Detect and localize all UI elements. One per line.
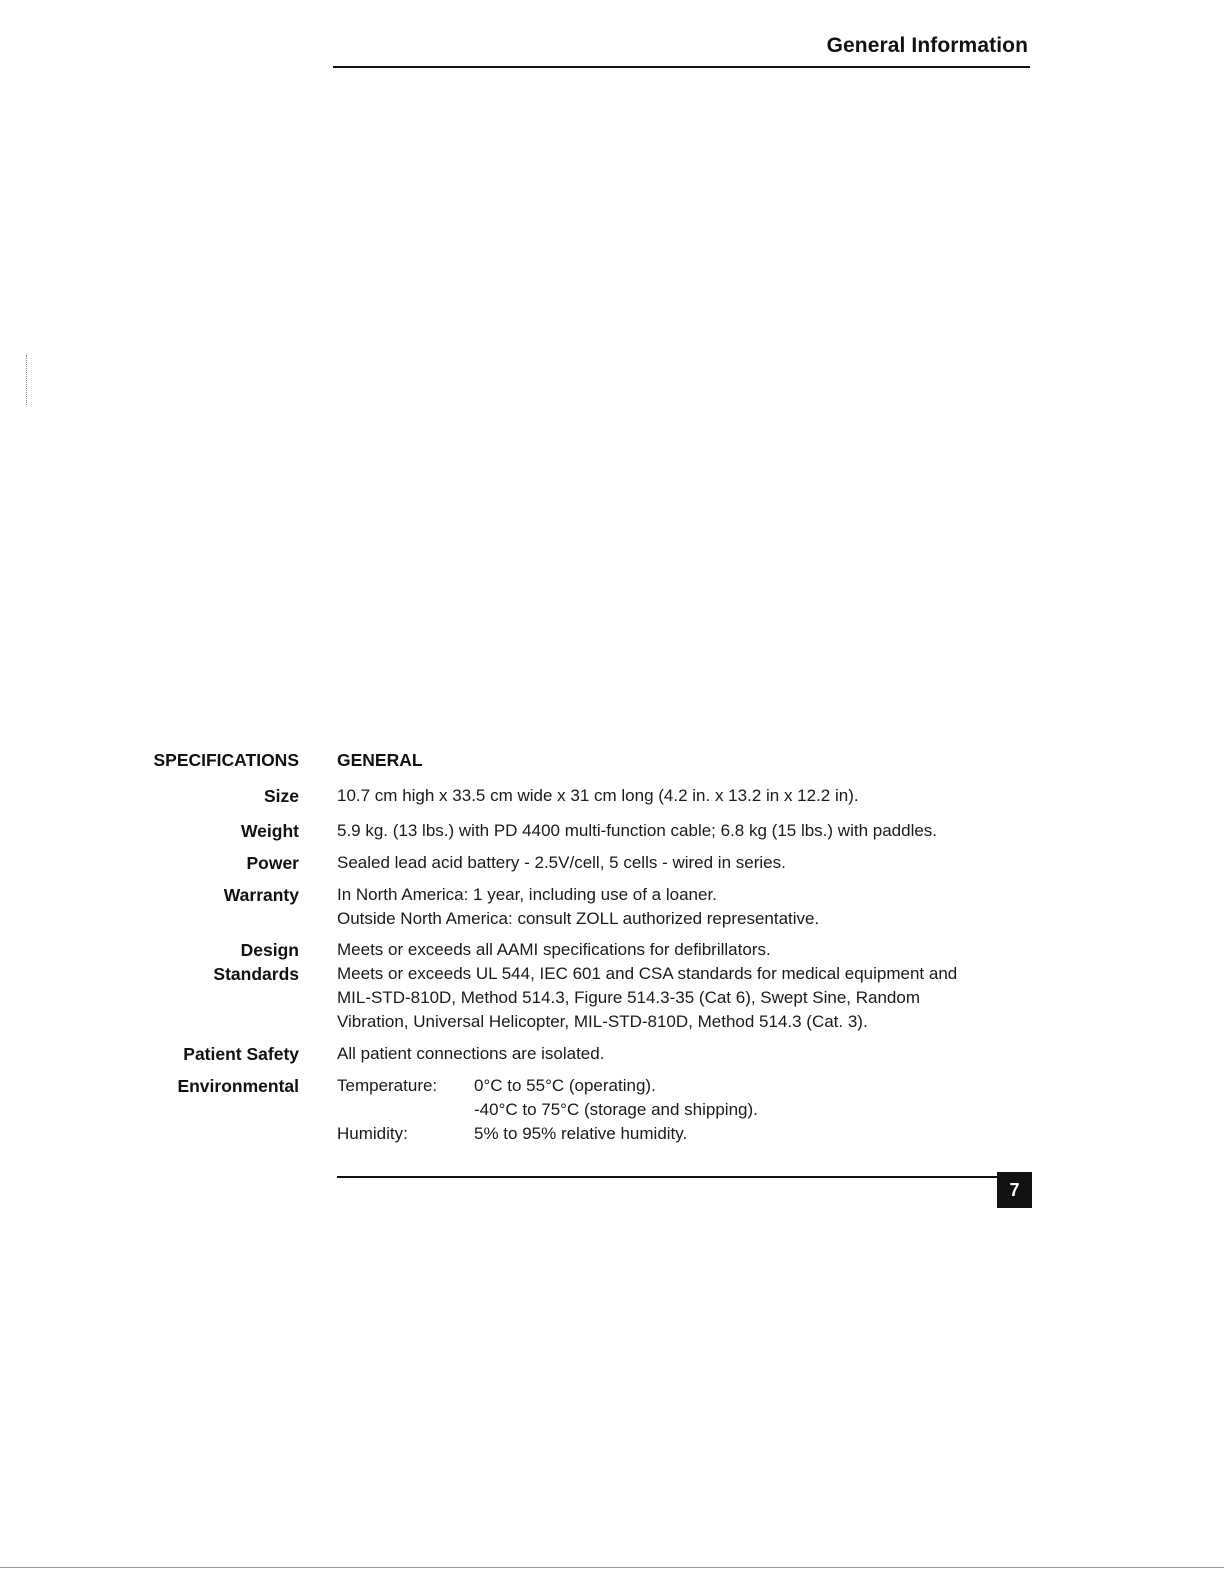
env-humidity-value: 5% to 95% relative humidity.	[474, 1124, 688, 1143]
env-temperature-operating: 0°C to 55°C (operating).	[474, 1076, 656, 1095]
spec-label-power: Power	[246, 853, 299, 873]
bottom-edge-line	[0, 1567, 1224, 1568]
section-label: SPECIFICATIONS	[153, 750, 299, 770]
design-line-1: Meets or exceeds all AAMI specifications for defibrillators.	[337, 940, 771, 959]
env-temperature-key: Temperature:	[337, 1076, 438, 1095]
spec-label-weight: Weight	[240, 821, 299, 841]
env-temperature-storage: -40°C to 75°C (storage and shipping).	[474, 1100, 758, 1119]
header-rule	[333, 66, 1030, 68]
margin-marks	[26, 355, 28, 405]
page-number: 7	[997, 1172, 1032, 1208]
footer-rule	[337, 1176, 997, 1178]
spec-label-design-standards	[100, 938, 299, 986]
spec-label-warranty: Warranty	[223, 885, 299, 905]
spec-value-patient-safety: All patient connections are isolated.	[337, 1044, 605, 1063]
design-label-line-1: Design	[240, 940, 299, 960]
warranty-line-2: Outside North America: consult ZOLL authorized representative.	[337, 909, 820, 928]
spec-value-design-standards	[337, 938, 1037, 1034]
spec-label-patient-safety: Patient Safety	[183, 1044, 299, 1064]
spec-value-power: Sealed lead acid battery - 2.5V/cell, 5 cells - wired in series.	[337, 853, 786, 872]
design-line-3: MIL-STD-810D, Method 514.3, Figure 514.3-35 (Cat 6), Swept Sine, Random	[337, 988, 921, 1007]
warranty-line-1: In North America: 1 year, including use of a loaner.	[337, 885, 717, 904]
env-humidity-key: Humidity:	[337, 1124, 408, 1143]
page-header-title: General Information	[826, 34, 1028, 57]
env-temperature-line	[337, 1074, 1037, 1098]
env-temperature-storage-line	[337, 1098, 1037, 1122]
design-label-line-2: Standards	[213, 964, 299, 984]
section-heading: GENERAL	[337, 750, 423, 770]
design-line-2: Meets or exceeds UL 544, IEC 601 and CSA standards for medical equipment and	[337, 964, 958, 983]
spec-value-warranty	[337, 883, 1037, 931]
spec-label-environmental: Environmental	[177, 1076, 299, 1096]
spec-label-size: Size	[263, 786, 299, 806]
spec-value-size: 10.7 cm high x 33.5 cm wide x 31 cm long (4.2 in. x 13.2 in x 12.2 in).	[337, 786, 859, 805]
environmental-grid	[337, 1074, 1037, 1146]
spec-value-weight: 5.9 kg. (13 lbs.) with PD 4400 multi-function cable; 6.8 kg (15 lbs.) with paddles.	[337, 821, 938, 840]
design-line-4: Vibration, Universal Helicopter, MIL-STD-810D, Method 514.3 (Cat. 3).	[337, 1012, 868, 1031]
env-humidity-line	[337, 1122, 1037, 1146]
